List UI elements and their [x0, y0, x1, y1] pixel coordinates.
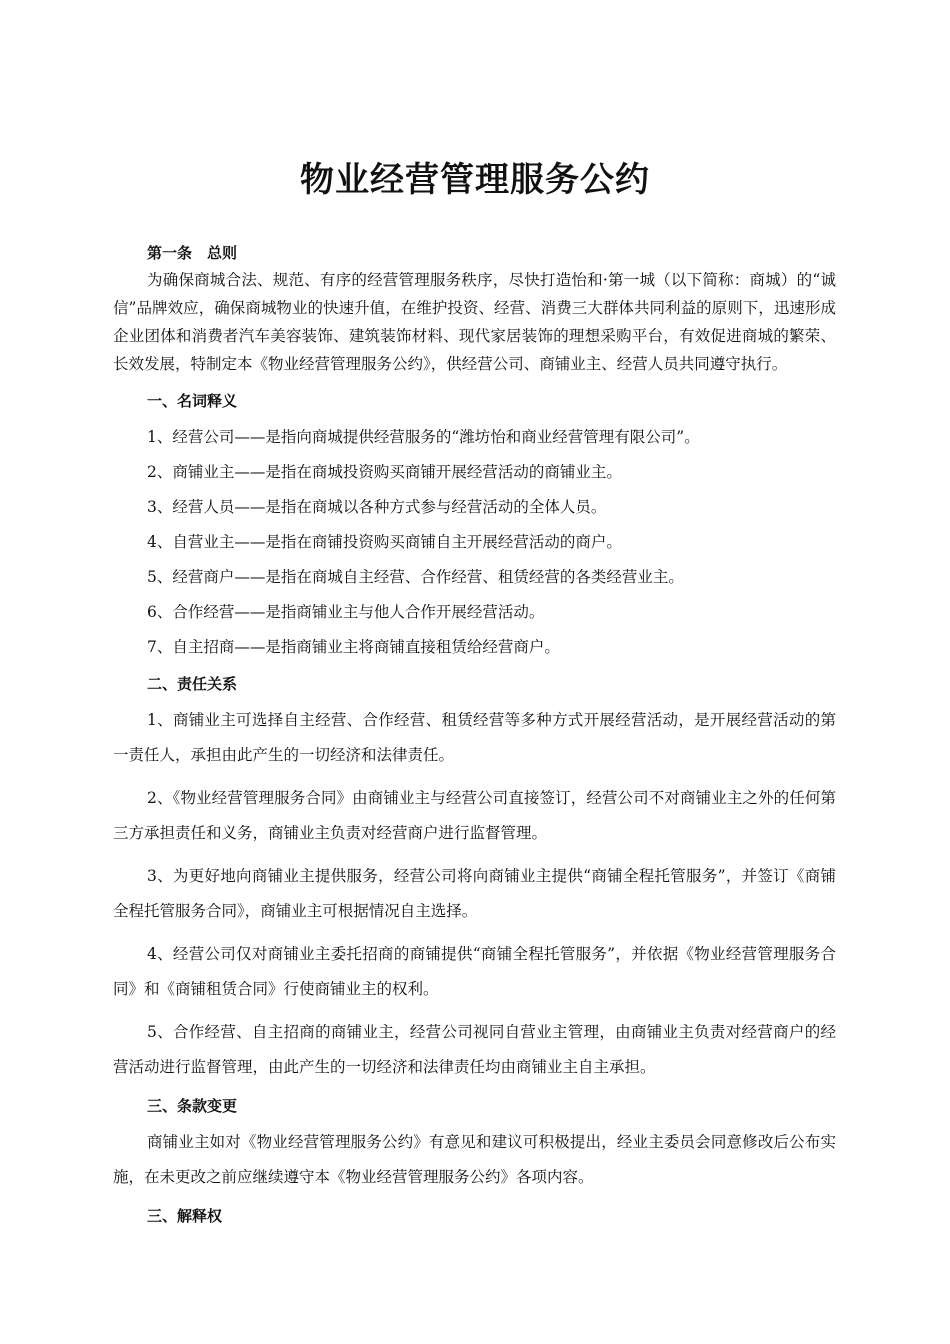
definition-item: 1、经营公司——是指向商城提供经营服务的“潍坊怡和商业经营管理有限公司”。 [147, 428, 700, 446]
document-title: 物业经营管理服务公约 [300, 160, 650, 200]
responsibility-heading: 二、责任关系 [147, 675, 238, 693]
responsibility-item: 1、商铺业主可选择自主经营、合作经营、租赁经营等多种方式开展经营活动，是开展经营活动的第一责任人，承担由此产生的一切经济和法律责任。 [113, 711, 836, 764]
definition-item: 7、自主招商——是指商铺业主将商铺直接租赁给经营商户。 [147, 638, 560, 656]
definition-item: 2、商铺业主——是指在商城投资购买商铺开展经营活动的商铺业主。 [147, 463, 622, 481]
definitions-heading: 一、名词释义 [147, 392, 238, 410]
article1-heading: 第一条 总则 [147, 244, 238, 262]
definition-item: 3、经营人员——是指在商城以各种方式参与经营活动的全体人员。 [147, 498, 607, 516]
responsibility-item: 2、《物业经营管理服务合同》由商铺业主与经营公司直接签订，经营公司不对商铺业主之外的任何第三方承担责任和义务，商铺业主负责对经营商户进行监督管理。 [113, 789, 836, 842]
changes-heading: 三、条款变更 [147, 1097, 238, 1115]
definition-item: 4、自营业主——是指在商铺投资购买商铺自主开展经营活动的商户。 [147, 533, 622, 551]
definition-item: 5、经营商户——是指在商城自主经营、合作经营、租赁经营的各类经营业主。 [147, 568, 684, 586]
responsibility-item: 5、合作经营、自主招商的商铺业主，经营公司视同自营业主管理，由商铺业主负责对经营商户的经营活动进行监督管理，由此产生的一切经济和法律责任均由商铺业主自主承担。 [113, 1023, 836, 1076]
interpretation-heading: 三、解释权 [147, 1207, 223, 1225]
document-body [113, 240, 836, 1229]
article1-body: 为确保商城合法、规范、有序的经营管理服务秩序，尽快打造怡和·第一城（以下简称：商城）的“诚信”品牌效应，确保商城物业的快速升值，在维护投资、经营、消费三大群体共同利益的原则下，迅速形成企业团体和消费者汽车美容装饰、建筑装饰材料、现代家居装饰的理想采购平台，有效促进商城的繁荣、长效发展，特制定本《物业经营管理服务公约》，供经营公司、商铺业主、经营人员共同遵守执行。 [113, 271, 836, 373]
definition-item: 6、合作经营——是指商铺业主与他人合作开展经营活动。 [147, 603, 545, 621]
changes-body: 商铺业主如对《物业经营管理服务公约》有意见和建议可积极提出，经业主委员会同意修改后公布实施，在未更改之前应继续遵守本《物业经营管理服务公约》各项内容。 [113, 1133, 836, 1186]
responsibility-item: 4、经营公司仅对商铺业主委托招商的商铺提供“商铺全程托管服务”，并依据《物业经营管理服务合同》和《商铺租赁合同》行使商铺业主的权利。 [113, 945, 836, 998]
responsibility-item: 3、为更好地向商铺业主提供服务，经营公司将向商铺业主提供“商铺全程托管服务”，并签订《商铺全程托管服务合同》，商铺业主可根据情况自主选择。 [113, 867, 836, 920]
